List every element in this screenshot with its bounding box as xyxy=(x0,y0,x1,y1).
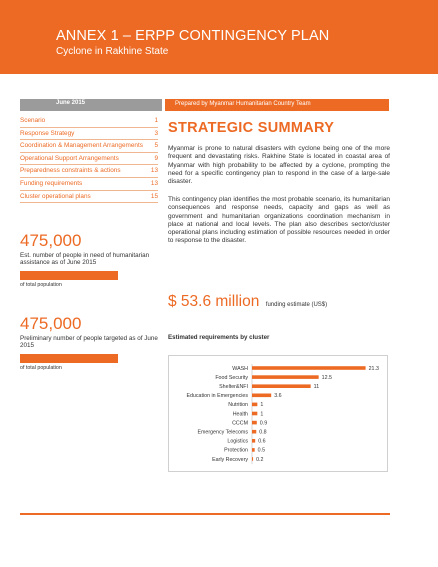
stat-description: Est. number of people in need of humanitarian assistance as of June 2015 xyxy=(20,252,150,266)
data-label: 12.5 xyxy=(321,374,332,381)
percent-label: 80% xyxy=(125,272,138,278)
stat-number: 475,000 xyxy=(20,314,82,333)
percent-caption: of total population xyxy=(20,282,62,288)
summary-paragraph: Myanmar is prone to natural disasters with cyclone being one of the more frequent and devastating risks. Rakhine State is located in coastal area of Myanmar with high probability to be affected by a cyclone, prompting the need for a specific contingency plan to respond in the case of a large-sale disaster. xyxy=(168,145,390,186)
prepared-by-bar xyxy=(165,99,389,111)
toc-item-cluster-plans[interactable] xyxy=(20,191,158,204)
data-label: 1 xyxy=(260,411,264,418)
toc-label: Funding requirements xyxy=(20,179,83,187)
table-of-contents xyxy=(20,115,158,203)
toc-item-coordination[interactable] xyxy=(20,140,158,153)
category-label: WASH xyxy=(232,365,248,372)
data-label: 0.2 xyxy=(256,456,264,463)
category-label: CCCM xyxy=(232,420,248,427)
section-title: STRATEGIC SUMMARY xyxy=(168,120,335,136)
prepared-by-label: Prepared by Myanmar Humanitarian Country Team xyxy=(175,101,311,107)
percent-bar-fill xyxy=(20,271,118,280)
bar xyxy=(252,375,319,379)
toc-label: Coordination & Management Arrangements xyxy=(20,142,143,150)
toc-label: Response Strategy xyxy=(20,129,75,137)
toc-page-number: 13 xyxy=(150,167,158,175)
toc-label: Operational Support Arrangements xyxy=(20,154,119,162)
category-label: Emergency Telecoms xyxy=(197,429,248,436)
bar xyxy=(252,430,256,434)
chart-canvas xyxy=(169,356,389,473)
toc-page-number: 9 xyxy=(154,154,158,162)
toc-label: Preparedness constraints & actions xyxy=(20,167,121,175)
chart-title: Estimated requirements by cluster xyxy=(168,334,270,341)
bar xyxy=(252,412,257,416)
toc-item-preparedness[interactable] xyxy=(20,165,158,178)
toc-item-response-strategy[interactable] xyxy=(20,128,158,141)
category-label: Education in Emergencies xyxy=(186,393,248,400)
date-bar xyxy=(20,99,162,111)
category-label: Shelter&NFI xyxy=(219,384,248,390)
cluster-requirements-chart xyxy=(168,355,388,472)
summary-paragraph: This contingency plan identifies the most probable scenario, its humanitarian consequences and response needs, capacity and gaps as well as government and humanitarian organizations coordination mechanism in place at national and local levels. The plan also describes sector/cluster operational plans including estimation of possible resources needed in order to response to the disaster. xyxy=(168,196,390,245)
toc-page-number: 3 xyxy=(154,129,158,137)
bar xyxy=(252,366,366,370)
toc-label: Scenario xyxy=(20,117,46,124)
header-banner xyxy=(0,0,438,74)
category-label: Health xyxy=(232,411,248,418)
data-label: 11 xyxy=(313,384,320,390)
toc-page-number: 1 xyxy=(154,117,158,124)
percent-bar xyxy=(20,354,142,363)
funding-amount: $ 53.6 million xyxy=(168,293,260,310)
data-label: 0.5 xyxy=(257,447,266,454)
category-label: Early Recovery xyxy=(212,456,248,463)
percent-caption: of total population xyxy=(20,365,62,371)
bar xyxy=(252,421,257,425)
bar xyxy=(252,439,255,443)
date-label: June 2015 xyxy=(56,100,86,106)
data-label: 0.8 xyxy=(259,429,267,436)
bar xyxy=(252,394,271,398)
category-label: Nutrition xyxy=(228,402,248,409)
bar xyxy=(252,384,311,388)
toc-label: Cluster operational plans xyxy=(20,192,91,200)
toc-page-number: 15 xyxy=(150,192,158,200)
percent-label: 80% xyxy=(125,355,138,361)
stat-number: 475,000 xyxy=(20,231,82,250)
category-label: Food Security xyxy=(215,374,248,381)
funding-estimate xyxy=(168,293,327,311)
stat-description: Preliminary number of people targeted as of June 2015 xyxy=(20,335,158,349)
funding-label: funding estimate (US$) xyxy=(265,302,328,308)
toc-page-number: 13 xyxy=(150,179,158,187)
document-subtitle: Cyclone in Rakhine State xyxy=(56,46,169,57)
data-label: 0.6 xyxy=(258,438,266,445)
document-title: ANNEX 1 – ERPP CONTINGENCY PLAN xyxy=(56,28,330,44)
footer-rule xyxy=(20,513,390,515)
data-label: 0.9 xyxy=(259,420,268,427)
percent-bar-fill xyxy=(20,354,118,363)
data-label: 1 xyxy=(260,402,264,409)
bar xyxy=(252,448,255,452)
toc-item-scenario[interactable] xyxy=(20,115,158,128)
data-label: 3.6 xyxy=(274,393,282,400)
people-targeted-stat xyxy=(20,314,160,371)
toc-page-number: 5 xyxy=(154,142,158,150)
category-label: Logistics xyxy=(227,438,248,445)
data-label: 21.3 xyxy=(368,365,379,372)
toc-item-operational-support[interactable] xyxy=(20,153,158,166)
people-in-need-stat xyxy=(20,231,160,288)
percent-bar xyxy=(20,271,142,280)
bar xyxy=(252,457,253,461)
toc-item-funding[interactable] xyxy=(20,178,158,191)
bar xyxy=(252,403,257,407)
category-label: Protection xyxy=(224,447,248,454)
